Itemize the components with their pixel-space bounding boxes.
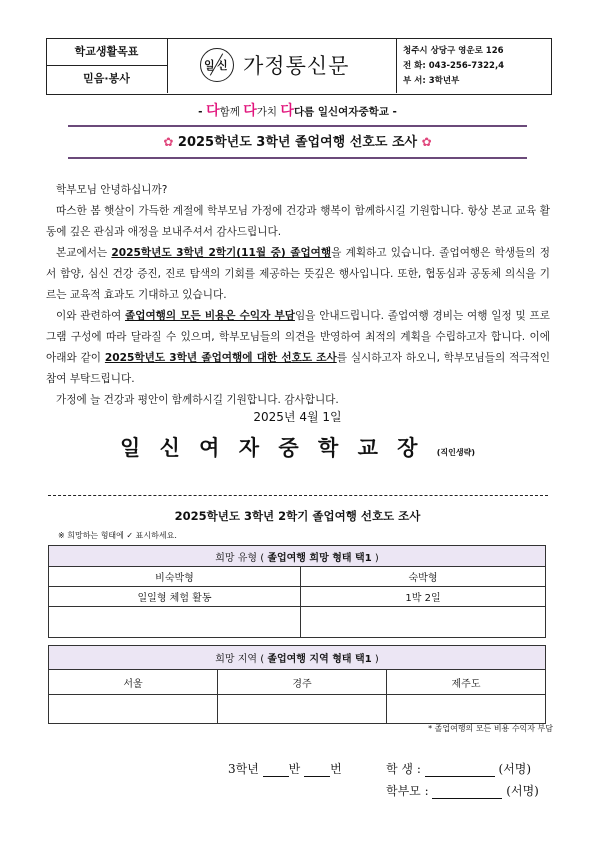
region-gyeongju: 경주 [218, 670, 387, 695]
school-address: 청주시 상당구 영운로 126 [403, 46, 504, 56]
type-check-non-overnight[interactable] [49, 607, 301, 638]
parent-name-field[interactable] [432, 784, 502, 799]
letter-body [46, 180, 550, 411]
travel-type-table [48, 545, 546, 638]
cost-footnote: * 졸업여행의 모든 비용 수익자 부담 [428, 724, 553, 733]
survey-title: 2025학년도 3학년 2학기 졸업여행 선호도 조사 [174, 509, 421, 523]
class-field[interactable] [263, 762, 289, 777]
greeting: 학부모님 안녕하십니까? [56, 184, 168, 196]
type-day-trip: 일일형 체험 활동 [49, 587, 301, 607]
number-field[interactable] [304, 762, 330, 777]
contact-box [396, 38, 551, 93]
parent-sign-line: 학부모 : (서명) [386, 784, 539, 798]
student-sign-line: 학 생 : (서명) [386, 762, 532, 776]
paragraph-2: 본교에서는 2025학년도 3학년 2학기(11월 중) 졸업여행을 계획하고 있습니다. 졸업여행은 학생들의 정서 함양, 심신 건강 증진, 진로 탐색의 기회를 제공하는 뜻깊은 행사입니다. 또한, 협동심과 공동체 의식을 기르는 교육적 효과도 기대하고 있습니다. [46, 247, 550, 301]
paragraph-1: 따스한 봄 햇살이 가득한 계절에 학부모님 가정에 건강과 행복이 함께하시길 기원합니다. 항상 본교 교육 활동에 깊은 관심과 애정을 보내주셔서 감사드립니다. [46, 205, 550, 238]
region-table-header: 희망 지역 ( 졸업여행 지역 형태 택1 ) [49, 646, 546, 670]
letter-date: 2025년 4월 1일 [253, 410, 342, 424]
principal-name: 일 신 여 자 중 학 교 장 (직인생략) [119, 436, 475, 460]
school-goal-label: 학교생활목표 [46, 38, 167, 66]
school-seal-icon [200, 48, 234, 82]
page-title: 가정통신문 [243, 54, 350, 78]
seal-omitted: (직인생략) [436, 448, 475, 457]
flower-icon: ✿ [163, 135, 174, 149]
region-check-seoul[interactable] [49, 695, 218, 724]
region-check-gyeongju[interactable] [218, 695, 387, 724]
school-goal-value: 믿음·봉사 [83, 72, 130, 85]
school-phone: 전 화: 043-256-7322,4 [403, 61, 505, 71]
seal-char-right: 신 [217, 59, 228, 72]
student-info-line: 3학년 반 번 [228, 762, 342, 776]
type-non-overnight: 비숙박형 [49, 567, 301, 587]
seal-char-left: 일 [204, 59, 215, 72]
school-dept: 부 서: 3학년부 [403, 76, 460, 86]
closing: 가정에 늘 건강과 평안이 함께하시길 기원합니다. 감사합니다. [56, 394, 339, 406]
region-table [48, 645, 546, 724]
type-one-night: 1박 2일 [301, 587, 546, 607]
title-banner [68, 125, 527, 159]
type-check-overnight[interactable] [301, 607, 546, 638]
flower-icon: ✿ [421, 135, 432, 149]
school-slogan: - 다함께 다가치 다다름 일신여자중학교 - [198, 103, 397, 119]
cut-line [48, 495, 548, 496]
banner-title: 2025학년도 3학년 졸업여행 선호도 조사 [177, 135, 418, 150]
region-seoul: 서울 [49, 670, 218, 695]
region-jeju: 제주도 [387, 670, 546, 695]
region-check-jeju[interactable] [387, 695, 546, 724]
student-name-field[interactable] [425, 762, 495, 777]
paragraph-3: 이와 관련하여 졸업여행의 모든 비용은 수익자 부담임을 안내드립니다. 졸업여행 경비는 여행 일정 및 프로그램 구성에 따라 달라질 수 있으며, 학부모님들의 의견을 반영하여 최적의 계획을 수립하고자 합니다. 이에 아래와 같이 2025학년도 3학년 졸업여행에 대한 선호도 조사를 실시하고자 하오니, 학부모님들의 적극적인 참여 부탁드립니다. [46, 310, 551, 385]
school-goal-box [46, 38, 168, 93]
type-table-header: 희망 유형 ( 졸업여행 희망 형태 택1 ) [49, 546, 546, 567]
type-overnight: 숙박형 [301, 567, 546, 587]
survey-note: ※ 희망하는 형태에 ✓ 표시하세요. [58, 531, 177, 540]
